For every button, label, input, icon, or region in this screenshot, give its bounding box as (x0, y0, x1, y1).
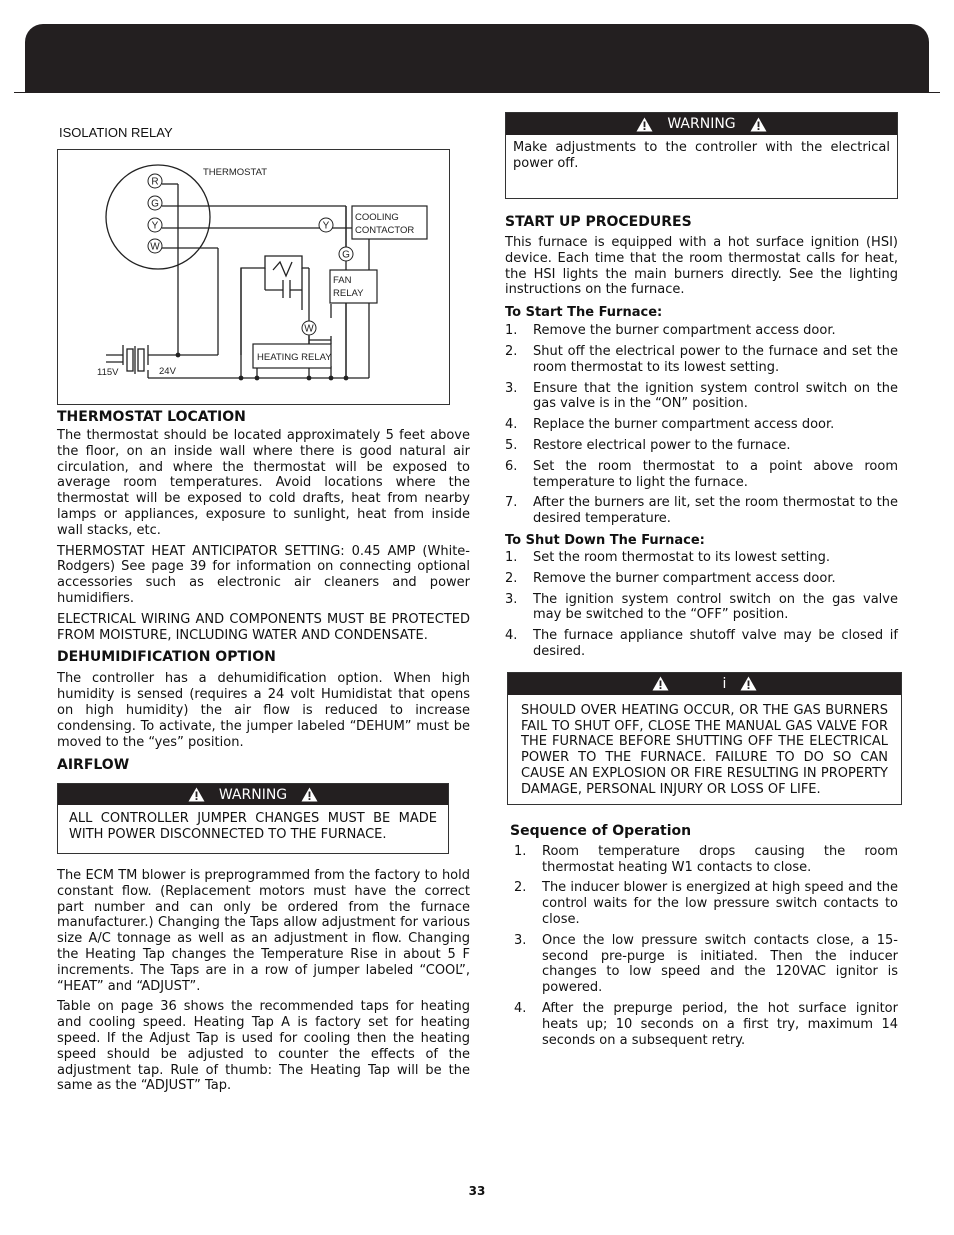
start-step-text: Replace the burner compartment access door. (533, 417, 835, 433)
warning-triangle-icon (750, 117, 767, 132)
shut-step-item (505, 592, 898, 624)
shut-step-text: The furnace appliance shutoff valve may be closed if desired. (533, 628, 898, 659)
airflow-warning-title: WARNING (218, 786, 288, 803)
header-rule (14, 92, 940, 93)
warning-triangle-icon (652, 676, 669, 691)
start-step-number: 6. (505, 458, 518, 474)
shut-step-text: Set the room thermostat to its lowest setting. (533, 549, 831, 565)
overheat-warning-header (508, 673, 901, 695)
right-column (505, 112, 898, 1053)
shut-step-text: Remove the burner compartment access door. (533, 570, 836, 586)
thermostat-label: THERMOSTAT (203, 167, 268, 178)
shut-step-number: 3. (505, 591, 518, 607)
sequence-step-number: 2. (514, 880, 527, 896)
start-step-text: Ensure that the ignition system control switch on the gas valve is in the “ON” position. (533, 380, 898, 412)
start-step-item (505, 381, 898, 413)
start-step-text: Shut off the electrical power to the furnace and set the room thermostat to its lowest setting. (533, 343, 898, 375)
fan-relay-line1: FAN (333, 275, 352, 286)
airflow-p2: Table on page 36 shows the recommended taps for heating and cooling speed. Heating Tap A is factory set for heating speed. If the Adjust Tap is used for cooling then the heating speed should be adjusted to counter the effects of the adjustment tap. Rule of thumb: The Heating Tap will be the same as the “ADJUST” Tap. (57, 999, 470, 1094)
shut-step-item (505, 628, 898, 660)
sequence-step-item (514, 844, 898, 876)
terminal-y: Y (151, 220, 159, 232)
shut-step-item (505, 550, 898, 566)
sequence-step-item (514, 1001, 898, 1048)
start-step-item (505, 417, 898, 433)
terminal-r: R (151, 176, 159, 188)
startup-p1: This furnace is equipped with a hot surface ignition (HSI) device. Each time that the room thermostat calls for heat, the HSI lights the main burners directly. See the lighting instructions on the furnace. (505, 235, 898, 298)
sequence-step-text: The inducer blower is energized at high speed and the control waits for the low pressure switch contacts to close. (542, 880, 898, 927)
fan-terminal-g: G (342, 249, 350, 261)
shut-step-text: The ignition system control switch on the gas valve may be switched to the “OFF” position. (533, 591, 898, 623)
power-off-warning-header (506, 113, 897, 135)
airflow-p1: The ECM TM blower is preprogrammed from the factory to hold constant flow. (Replacement motors must have the correct part number and can only be ordered from the furnace manufacturer.) Changing the Taps allow adjustment for various size A/C tonnage as well as an adjustment in flow. Changing the Heating Tap changes the Temperature Rise in about 5 F increments. The Taps are in a row of jumper labeled “COOL”, “HEAT” and “ADJUST”. (57, 867, 470, 994)
thermostat-location-p1: The thermostat should be located approximately 5 feet above the floor, on an inside wall where there is good natural air circulation, and where the thermostat will be exposed to average room temperatures. Avoid locations where the thermostat will be exposed to cold drafts, heat from nearby lamps or appliances, exposure to sunlight, heat from inside wall stacks, etc. (57, 428, 470, 538)
wiring-diagram (57, 149, 450, 405)
diagram-label: ISOLATION RELAY (59, 125, 173, 140)
start-step-number: 2. (505, 343, 518, 359)
sequence-step-number: 3. (514, 932, 527, 948)
start-step-text: Set the room thermostat to a point above room temperature to light the furnace. (533, 458, 898, 490)
cooling-terminal-y: Y (322, 220, 330, 232)
start-step-item (505, 438, 898, 454)
cooling-contactor-line2: CONTACTOR (355, 225, 415, 236)
start-step-number: 7. (505, 495, 518, 511)
power-off-warning-box (505, 112, 898, 199)
page-number: 33 (468, 1184, 486, 1198)
start-furnace-steps (505, 323, 898, 527)
overheat-warning-title: i (722, 675, 727, 692)
start-step-number: 1. (505, 323, 518, 339)
sequence-step-item (514, 880, 898, 927)
airflow-heading: AIRFLOW (57, 757, 130, 774)
start-furnace-heading: To Start The Furnace: (505, 305, 663, 321)
start-step-item (505, 323, 898, 339)
thermostat-location-p3: ELECTRICAL WIRING AND COMPONENTS MUST BE PROTECTED FROM MOISTURE, INCLUDING WATER AND CONDENSATE. (57, 611, 470, 643)
dehumidification-p1: The controller has a dehumidification option. When high humidity is sensed (requires a 24 volt Humidistat that opens on high humidity) the air flow is reduced to increase condensing. To activate, the jumper labeled “DEHUM” must be moved to the “yes” position. (57, 671, 470, 750)
sequence-steps (514, 844, 898, 1049)
sequence-heading: Sequence of Operation (510, 822, 692, 839)
terminal-g: G (151, 198, 159, 210)
airflow-warning-header (58, 784, 448, 805)
warning-triangle-icon (188, 787, 205, 802)
shut-furnace-steps (505, 550, 898, 660)
airflow-warning-text: ALL CONTROLLER JUMPER CHANGES MUST BE MADE WITH POWER DISCONNECTED TO THE FURNACE. (69, 811, 437, 843)
start-step-text: Restore electrical power to the furnace. (533, 437, 791, 453)
wiring-diagram-svg (58, 150, 451, 406)
voltage-24v: 24V (159, 366, 176, 377)
overheat-warning-box (507, 672, 902, 805)
warning-triangle-icon (740, 676, 757, 691)
sequence-step-number: 4. (514, 1000, 527, 1016)
sequence-step-item (514, 933, 898, 996)
warning-triangle-icon (301, 787, 318, 802)
start-step-item (505, 344, 898, 376)
left-column (57, 125, 470, 1094)
start-step-number: 5. (505, 437, 518, 453)
power-off-warning-title: WARNING (667, 116, 736, 132)
shut-step-number: 1. (505, 549, 518, 565)
sequence-step-text: After the prepurge period, the hot surface ignitor heats up; 10 seconds on a first try, maximum 14 seconds on a subsequent retry. (542, 1000, 898, 1048)
heating-terminal-w: W (304, 323, 314, 335)
dehumidification-heading: DEHUMIDIFICATION OPTION (57, 649, 276, 666)
shut-step-number: 4. (505, 628, 518, 644)
start-step-text: After the burners are lit, set the room thermostat to the desired temperature. (533, 495, 898, 527)
warning-triangle-icon (636, 117, 653, 132)
sequence-step-number: 1. (514, 843, 527, 859)
sequence-step-text: Once the low pressure switch contacts close, a 15-second pre-purge is initiated. Then the inducer changes to low speed and the 120VAC ignitor is powered. (542, 932, 898, 996)
start-step-number: 3. (505, 380, 518, 396)
start-step-item (505, 459, 898, 491)
shut-furnace-heading: To Shut Down The Furnace: (505, 532, 705, 548)
thermostat-location-p2: THERMOSTAT HEAT ANTICIPATOR SETTING: 0.45 AMP (White-Rodgers) See page 39 for information on connecting optional accessories such as electronic air cleaners and power humidifiers. (57, 543, 470, 606)
startup-heading: START UP PROCEDURES (505, 214, 692, 230)
shut-step-item (505, 571, 898, 587)
start-step-item (505, 495, 898, 527)
overheat-warning-text: SHOULD OVER HEATING OCCUR, OR THE GAS BURNERS FAIL TO SHUT OFF, CLOSE THE MANUAL GAS VALVE FOR THE FURNACE BEFORE SHUTTING OFF THE ELECTRICAL POWER TO THE FURNACE. FAILURE TO DO SO CAN CAUSE AN EXPLOSION OR FIRE RESULTING IN PROPERTY DAMAGE, PERSONAL INJURY OR LOSS OF LIFE. (521, 702, 888, 797)
start-step-text: Remove the burner compartment access door. (533, 323, 836, 339)
fan-relay-line2: RELAY (333, 288, 364, 299)
airflow-warning-box (57, 783, 449, 854)
heating-relay-label: HEATING RELAY (257, 352, 332, 363)
start-step-number: 4. (505, 417, 518, 433)
cooling-contactor-line1: COOLING (355, 212, 399, 223)
sequence-step-text: Room temperature drops causing the room thermostat heating W1 contacts to close. (542, 843, 898, 875)
header-band (25, 24, 929, 92)
shut-step-number: 2. (505, 570, 518, 586)
terminal-w: W (150, 241, 160, 253)
thermostat-location-heading: THERMOSTAT LOCATION (57, 409, 246, 425)
power-off-warning-text: Make adjustments to the controller with the electrical power off. (513, 140, 890, 171)
voltage-115v: 115V (97, 367, 119, 378)
